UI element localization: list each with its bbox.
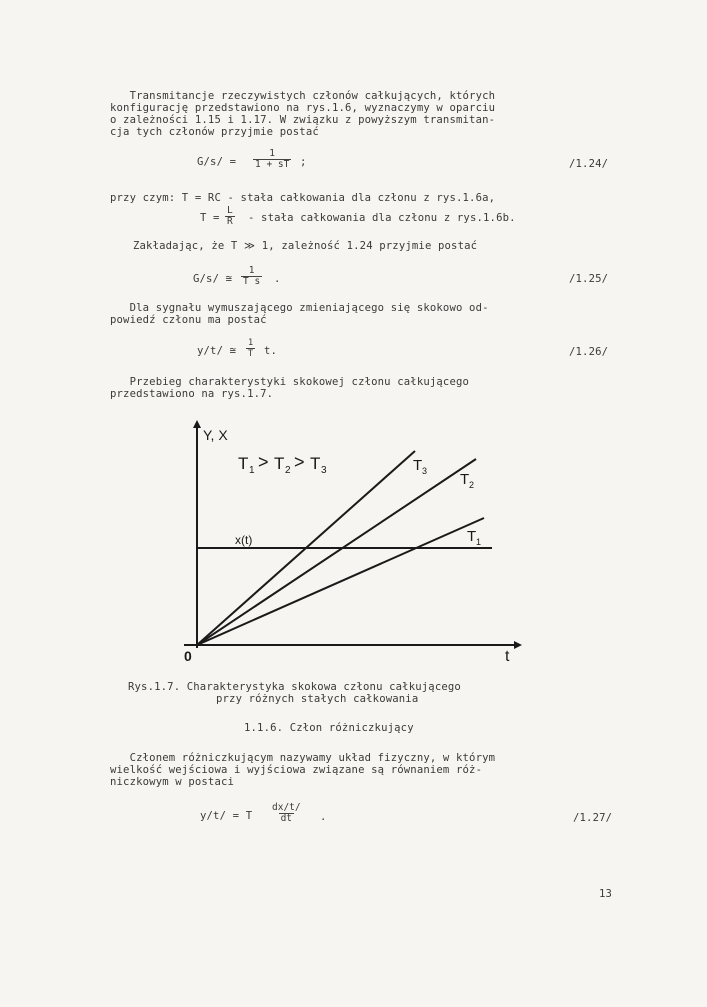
svg-text:>: > [294, 452, 305, 472]
svg-text:T: T [467, 528, 477, 545]
figure-caption-line-1: Rys.1.7. Charakterystyka skokowa członu całkującego [128, 681, 461, 693]
where-numerator: L [227, 205, 233, 216]
series-t3-label [413, 457, 427, 476]
svg-text:T: T [460, 471, 470, 488]
x-t-label: x(t) [235, 533, 253, 547]
eq-126-denominator: T [248, 349, 254, 359]
assumption-text: Zakładając, że T ≫ 1, zależność 1.24 przyjmie postać [133, 240, 478, 252]
eq-124-tail: ; [300, 156, 307, 168]
series-t2-line [197, 459, 476, 645]
section-heading: 1.1.6. Człon różniczkujący [244, 722, 414, 734]
where-line-2-rhs: - stała całkowania dla członu z rys.1.6b. [248, 212, 516, 224]
eq-125-label: /1.25/ [569, 273, 609, 285]
series-t2-label [460, 471, 474, 490]
paragraph-4-line-1: Członem różniczkującym nazywamy układ fizyczny, w którym [110, 752, 496, 764]
paragraph-2-line-1: Dla sygnału wymuszającego zmieniającego się skokowo od- [110, 302, 489, 314]
eq-124-lhs: G/s/ = [197, 156, 237, 168]
svg-text:T: T [238, 454, 249, 473]
svg-text:2: 2 [285, 465, 291, 476]
paragraph-1-line-1: Transmitancje rzeczywistych członów całkujących, których [110, 90, 496, 102]
series-t1-label [467, 528, 481, 547]
eq-124-label: /1.24/ [569, 158, 609, 170]
svg-text:T: T [413, 457, 423, 474]
x-axis-label: t [505, 648, 510, 665]
svg-text:3: 3 [422, 466, 428, 476]
eq-126-tail: t. [264, 345, 278, 357]
svg-text:1: 1 [476, 537, 482, 547]
paragraph-1-line-2: konfigurację przedstawiono na rys.1.6, wyznaczymy w oparciu [110, 102, 496, 114]
eq-125-numerator: 1 [248, 265, 255, 276]
eq-124-denominator: 1 + sT [255, 159, 290, 170]
eq-126-label: /1.26/ [569, 346, 609, 358]
page-number: 13 [599, 888, 613, 900]
figure-caption-line-2: przy różnych stałych całkowania [216, 693, 419, 705]
paragraph-4-line-2: wielkość wejściowa i wyjściowa związane są równaniem róż- [110, 764, 483, 776]
eq-124-numerator: 1 [269, 148, 276, 159]
eq-125-denominator: T s [243, 276, 261, 287]
y-axis-label: Y, X [203, 427, 228, 443]
svg-text:T: T [310, 454, 321, 473]
where-denominator: R [227, 216, 233, 227]
eq-126-lhs: y/t/ ≅ [197, 345, 237, 357]
eq-127-label: /1.27/ [573, 812, 613, 824]
svg-text:3: 3 [321, 465, 327, 476]
svg-text:1: 1 [249, 465, 255, 476]
paragraph-1-line-3: o zależności 1.15 i 1.17. W związku z powyższym transmitan- [110, 114, 496, 126]
where-line-1: przy czym: T = RC - stała całkowania dla członu z rys.1.6a, [110, 192, 496, 204]
eq-127-fraction [270, 803, 303, 824]
eq-125-lhs: G/s/ ≅ [193, 273, 233, 285]
where-line-2-lhs: T = [200, 212, 220, 224]
eq-126-numerator: 1 [248, 338, 254, 348]
svg-text:>: > [258, 452, 269, 472]
origin-label: 0 [184, 648, 192, 664]
eq-125-tail: . [274, 273, 281, 285]
paragraph-2-line-2: powiedź członu ma postać [110, 314, 267, 326]
paragraph-3-line-1: Przebieg charakterystyki skokowej członu całkującego [110, 376, 470, 388]
eq-127-denominator: dt [280, 813, 293, 824]
svg-text:2: 2 [469, 480, 475, 490]
eq-127-tail: . [320, 811, 327, 823]
svg-text:T: T [274, 454, 285, 473]
eq-127-lhs: y/t/ = T [200, 810, 253, 822]
paragraph-3-line-2: przedstawiono na rys.1.7. [110, 388, 274, 400]
paragraph-1-line-4: cja tych członów przyjmie postać [110, 126, 319, 138]
time-constant-relation [238, 452, 327, 476]
paragraph-4-line-3: niczkowym w postaci [110, 776, 235, 788]
eq-127-numerator: dx/t/ [272, 802, 301, 813]
